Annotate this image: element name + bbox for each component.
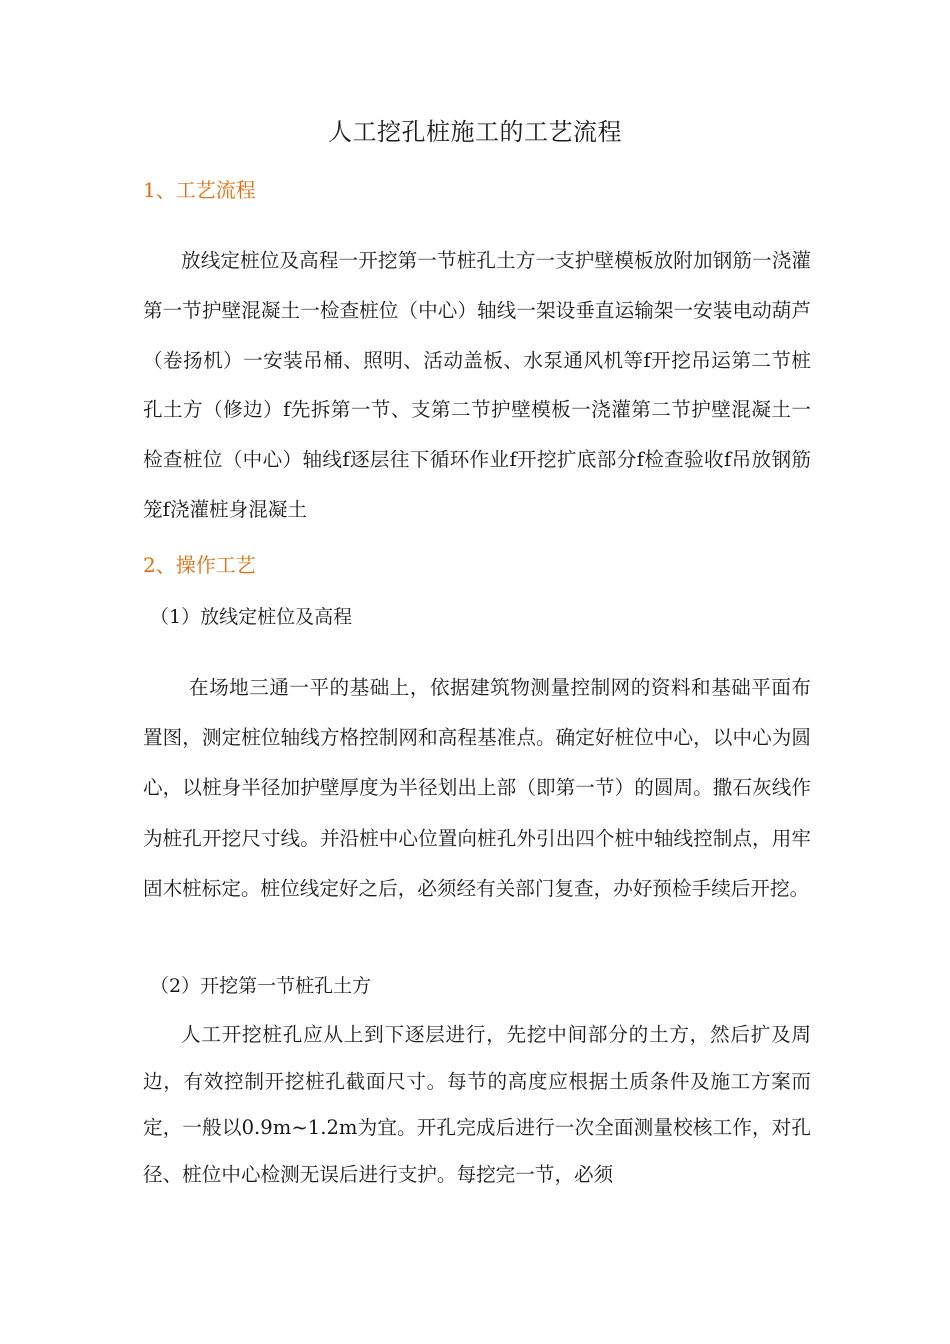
section-heading-process: 1、工艺流程 — [143, 178, 256, 202]
paragraph-process-flow: 放线定桩位及高程一开挖第一节桩孔土方一支护壁模板放附加钢筋一浇灌第一节护壁混凝土一检查桩位（中心）轴线一架设垂直运输架一安装电动葫芦（卷扬机）一安装吊桶、照明、活动盖板、水泵通风机等f开挖吊运第二节桩孔土方（修边）f先拆第一节、支第二节护壁模板一浇灌第二节护壁混凝土一检查桩位（中心）轴线f逐层往下循环作业f开挖扩底部分f检查验收f吊放钢筋笼f浇灌桩身混凝土 — [143, 249, 811, 521]
subheading-layout-positioning: （1）放线定桩位及高程 — [150, 606, 353, 628]
document-title: 人工挖孔桩施工的工艺流程 — [328, 118, 622, 146]
subheading-first-excavation: （2）开挖第一节桩孔土方 — [150, 975, 372, 997]
section-heading-operation: 2、操作工艺 — [143, 553, 256, 577]
paragraph-first-excavation: 人工开挖桩孔应从上到下逐层进行，先挖中间部分的土方，然后扩及周边，有效控制开挖桩孔截面尺寸。每节的高度应根据土质条件及施工方案而定，一般以0.9m~1.2m为宜。开孔完成后进行一次全面测量校核工作，对孔径、桩位中心检测无误后进行支护。每挖完一节，必须 — [143, 1023, 811, 1186]
paragraph-layout-positioning: 在场地三通一平的基础上，依据建筑物测量控制网的资料和基础平面布置图，测定桩位轴线方格控制网和高程基准点。确定好桩位中心，以中心为圆心，以桩身半径加护壁厚度为半径划出上部（即第一节）的圆周。撒石灰线作为桩孔开挖尺寸线。并沿桩中心位置向桩孔外引出四个桩中轴线控制点，用牢固木桩标定。桩位线定好之后，必须经有关部门复查，办好预检手续后开挖。 — [143, 676, 811, 900]
